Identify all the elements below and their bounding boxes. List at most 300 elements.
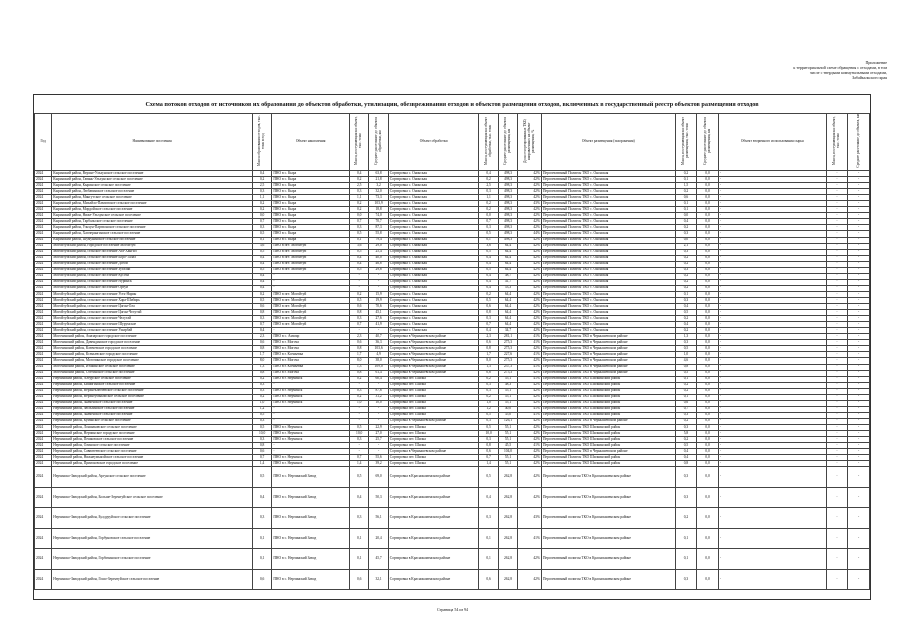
table-cell: 40,0 xyxy=(369,255,388,261)
table-cell: 0,3 xyxy=(675,467,697,488)
table-cell: Сортировка в Чернышевском районе xyxy=(388,418,479,424)
table-cell: 42% xyxy=(518,370,542,376)
table-cell: - xyxy=(848,304,870,310)
table-cell: Перспективный Полигон ТКО с. Ононская xyxy=(541,267,675,273)
table-cell: 0,0 xyxy=(697,183,719,189)
table-row xyxy=(35,569,870,590)
document-table-frame xyxy=(33,94,871,600)
table-cell: 498,3 xyxy=(498,189,517,195)
table-cell: 0,4 xyxy=(675,219,697,225)
table-cell: 2024 xyxy=(35,243,52,249)
table-cell: Перспективный Полигон ТКО с. Ононская xyxy=(541,249,675,255)
table-cell: 0,4 xyxy=(252,261,271,267)
table-cell: 4,9 xyxy=(369,352,388,358)
column-header xyxy=(541,114,675,171)
table-cell: 31,2 xyxy=(369,394,388,400)
table-cell: - xyxy=(826,467,848,488)
table-cell: Нерчинский район, Знаменское сельское поселение xyxy=(52,400,253,406)
table-cell: 42% xyxy=(518,400,542,406)
table-cell: 42% xyxy=(518,549,542,570)
table-cell: - xyxy=(848,291,870,297)
table-cell: 2024 xyxy=(35,412,52,418)
table-cell: 0,8 xyxy=(675,364,697,370)
table-cell: 41,9 xyxy=(369,322,388,328)
table-cell: 42% xyxy=(518,285,542,291)
table-cell: 63,8 xyxy=(369,171,388,177)
table-cell: 0,6 xyxy=(479,304,498,310)
table-cell: 0,3 xyxy=(675,297,697,303)
table-cell: 0,3 xyxy=(675,569,697,590)
table-cell: Перспективный Полигон ТКО в Чернышевском районе xyxy=(541,334,675,340)
table-cell: Сортировка с. Ононская xyxy=(388,273,479,279)
table-cell: - xyxy=(826,231,848,237)
table-cell: 0,6 xyxy=(349,304,368,310)
table-cell: Сортировка пгт. Шилка xyxy=(388,461,479,467)
table-cell: 0,0 xyxy=(697,376,719,382)
table-cell: 262,8 xyxy=(498,528,517,549)
table-cell: Перспективный Полигон ТКО в Чернышевском районе xyxy=(541,449,675,455)
table-cell: ПНО в пгт. Могойтуй xyxy=(272,243,350,249)
table-cell: 2024 xyxy=(35,322,52,328)
table-cell: 2,5 xyxy=(349,183,368,189)
table-cell: - xyxy=(826,358,848,364)
table-cell: - xyxy=(826,213,848,219)
table-cell: ПНО в с. Кыра xyxy=(272,231,350,237)
table-row xyxy=(35,508,870,529)
table-cell: 0,0 xyxy=(697,219,719,225)
table-cell: ПНО в пгт. Могойтуй xyxy=(272,316,350,322)
table-cell: - xyxy=(718,304,826,310)
table-cell: - xyxy=(826,382,848,388)
table-cell: 22,9 xyxy=(369,424,388,430)
column-header-label: Объект вторичного использования сырья xyxy=(740,139,804,144)
table-cell: 2024 xyxy=(35,340,52,346)
table-cell: 0,8 xyxy=(479,443,498,449)
table-cell: 42% xyxy=(518,177,542,183)
table-cell: 55,1 xyxy=(498,388,517,394)
table-cell: - xyxy=(272,412,350,418)
column-header-label: Объект накопления xyxy=(295,139,326,144)
table-cell: 0,0 xyxy=(697,328,719,334)
table-cell: 103,9 xyxy=(369,201,388,207)
table-cell: 0,3 xyxy=(479,225,498,231)
table-cell: Перспективный Полигон ТКО Шилкинский район xyxy=(541,376,675,382)
table-cell: 73,3 xyxy=(369,195,388,201)
table-cell: Могочинский район, Давендинское городское поселение xyxy=(52,340,253,346)
table-cell: 0,1 xyxy=(479,549,498,570)
table-cell: 0,2 xyxy=(479,394,498,400)
table-cell: 0,3 xyxy=(349,437,368,443)
table-cell: - xyxy=(848,255,870,261)
table-cell: 1,2 xyxy=(252,406,271,412)
table-cell: 498,3 xyxy=(498,207,517,213)
table-cell: 2024 xyxy=(35,437,52,443)
table-cell: 0,2 xyxy=(675,285,697,291)
table-cell: - xyxy=(718,569,826,590)
table-cell: 1,5 xyxy=(675,183,697,189)
table-cell: Сортировка в Краснокаменском районе xyxy=(388,508,479,529)
table-cell: 1,4 xyxy=(479,461,498,467)
table-cell: - xyxy=(272,406,350,412)
table-cell: ПНО в с. Кыра xyxy=(272,225,350,231)
table-cell: Перспективный Полигон ТКО с. Ононская xyxy=(541,255,675,261)
table-cell: 60,4 xyxy=(369,376,388,382)
table-cell: - xyxy=(349,279,368,285)
table-cell: Сортировка с. Ононская xyxy=(388,195,479,201)
table-cell: 0,4 xyxy=(252,273,271,279)
table-cell: 2,3 xyxy=(479,334,498,340)
column-header-label: Масса, поступающая на объект обработки, тыс. тонн xyxy=(483,117,492,166)
table-cell: 0,1 xyxy=(675,177,697,183)
table-cell: 498,3 xyxy=(498,219,517,225)
table-cell: - xyxy=(826,225,848,231)
table-cell: Перспективный полигон ТКО в Краснокаменском районе xyxy=(541,549,675,570)
table-cell: 2,5 xyxy=(479,183,498,189)
table-cell: Нерчинский район, Верхнеумыкэйское сельское поселение xyxy=(52,394,253,400)
column-header xyxy=(498,114,517,171)
table-row xyxy=(35,528,870,549)
table-cell: 2024 xyxy=(35,424,52,430)
table-cell: 41% xyxy=(518,364,542,370)
table-cell: 0,8 xyxy=(252,370,271,376)
table-cell: 0,0 xyxy=(697,304,719,310)
table-cell: 0,1 xyxy=(349,549,368,570)
table-cell: Перспективный Полигон ТКО с. Ононская xyxy=(541,297,675,303)
table-cell: - xyxy=(826,528,848,549)
table-cell: Сортировка с. Ононская xyxy=(388,291,479,297)
column-header-label: Среднее расстояние до объекта размещения, км xyxy=(702,117,711,165)
table-cell: - xyxy=(272,382,350,388)
table-cell: 10,0 xyxy=(349,431,368,437)
table-cell: Сортировка с. Ононская xyxy=(388,267,479,273)
table-cell: Сортировка в Чернышевском районе xyxy=(388,449,479,455)
table-cell: 0,5 xyxy=(479,231,498,237)
table-header-row xyxy=(35,114,870,171)
table-cell: 0,6 xyxy=(252,304,271,310)
table-cell: 70,6 xyxy=(369,304,388,310)
table-cell: Кыринский район, Любавинское сельское поселение xyxy=(52,189,253,195)
table-cell: 498,3 xyxy=(498,183,517,189)
table-cell: - xyxy=(848,467,870,488)
table-cell: 498,3 xyxy=(498,225,517,231)
table-cell: Перспективный Полигон ТКО с. Ононская xyxy=(541,273,675,279)
table-cell: Перспективный Полигон ТКО Шилкинский район xyxy=(541,431,675,437)
table-cell: Могойтуйский район, сельское поселение Ушарбай xyxy=(52,328,253,334)
table-cell: 0,4 xyxy=(675,322,697,328)
table-cell: 2024 xyxy=(35,225,52,231)
table-cell: - xyxy=(848,352,870,358)
table-cell: Сортировка с. Ононская xyxy=(388,316,479,322)
table-cell: 1,0 xyxy=(349,400,368,406)
table-cell: Могойтуйский район, сельское поселение Догой xyxy=(52,261,253,267)
table-cell: Нерчинский район, Кумакское сельское поселение xyxy=(52,418,253,424)
table-cell: 0,3 xyxy=(479,189,498,195)
table-cell: 0,0 xyxy=(697,388,719,394)
table-cell: 0,7 xyxy=(252,322,271,328)
table-cell: - xyxy=(826,273,848,279)
table-cell: Могойтуйский район, сельское поселение Ага-Хангил xyxy=(52,249,253,255)
column-header xyxy=(697,114,719,171)
table-cell: Сортировка в Краснокаменском районе xyxy=(388,528,479,549)
table-cell: 1,0 xyxy=(675,352,697,358)
table-cell: - xyxy=(718,412,826,418)
table-cell: Сортировка с. Ононская xyxy=(388,255,479,261)
table-cell: Перспективный Полигон ТКО с. Ононская xyxy=(541,213,675,219)
table-cell: 0,6 xyxy=(479,569,498,590)
table-cell: - xyxy=(349,418,368,424)
table-cell: 0,8 xyxy=(479,370,498,376)
table-cell: 0,1 xyxy=(349,528,368,549)
table-cell: - xyxy=(848,285,870,291)
table-cell: - xyxy=(369,279,388,285)
table-cell: - xyxy=(826,400,848,406)
table-cell: ПНО в г. Ксеньевка xyxy=(272,352,350,358)
column-header-label: Объект размещения (захоронения) xyxy=(581,139,635,144)
table-cell: 2024 xyxy=(35,400,52,406)
column-header xyxy=(35,114,52,171)
table-cell: 27,6 xyxy=(369,316,388,322)
table-cell: - xyxy=(848,376,870,382)
table-cell: ПНО в с. Нерчинский Завод xyxy=(272,549,350,570)
table-cell: 3,6 xyxy=(479,243,498,249)
table-cell: Перспективный Полигон ТКО с. Ононская xyxy=(541,328,675,334)
table-cell: 0,4 xyxy=(252,171,271,177)
table-cell: - xyxy=(826,177,848,183)
table-cell: 2024 xyxy=(35,549,52,570)
table-cell: 41% xyxy=(518,443,542,449)
table-cell: ПНО в с. Нерчинский Завод xyxy=(272,508,350,529)
table-cell: ПНО в с. Нерчинский Завод xyxy=(272,528,350,549)
table-cell: Нерчинский район, Верхнеключевское сельское поселение xyxy=(52,388,253,394)
table-cell: 2024 xyxy=(35,297,52,303)
table-cell: 275,3 xyxy=(498,340,517,346)
table-cell: 1,3 xyxy=(252,364,271,370)
table-cell: - xyxy=(826,346,848,352)
table-cell: 0,4 xyxy=(252,328,271,334)
table-cell: 42% xyxy=(518,322,542,328)
table-cell: 2024 xyxy=(35,273,52,279)
table-cell: 0,4 xyxy=(479,285,498,291)
table-cell: 0,5 xyxy=(252,249,271,255)
table-cell: - xyxy=(848,249,870,255)
table-cell: Могойтуйский район, сельское поселение Шурумское xyxy=(52,322,253,328)
table-cell: ПНО в с. Нерчинский Завод xyxy=(272,487,350,508)
table-cell: 2024 xyxy=(35,195,52,201)
table-cell: - xyxy=(848,334,870,340)
table-cell: 1,4 xyxy=(349,461,368,467)
table-cell: Нерчинско-Заводский район, Больше-Зерентуйское сельское поселение xyxy=(52,487,253,508)
table-cell: 0,3 xyxy=(675,412,697,418)
table-cell: 2024 xyxy=(35,461,52,467)
table-cell: 109,0 xyxy=(369,364,388,370)
table-cell: Перспективный Полигон ТКО с. Ононская xyxy=(541,316,675,322)
table-cell: 498,3 xyxy=(498,213,517,219)
table-cell: - xyxy=(826,424,848,430)
table-cell: 3,6 xyxy=(252,243,271,249)
table-cell: 79,4 xyxy=(369,237,388,243)
table-cell: 0,7 xyxy=(252,219,271,225)
table-cell: 0,0 xyxy=(697,346,719,352)
table-cell: 43% xyxy=(518,508,542,529)
table-cell: 36,3 xyxy=(369,340,388,346)
column-header xyxy=(479,114,498,171)
table-cell: - xyxy=(718,328,826,334)
table-cell: Могойтуйский район, сельское поселение Челутай xyxy=(52,316,253,322)
table-cell: 2024 xyxy=(35,418,52,424)
table-cell: Сортировка в Краснокаменском районе xyxy=(388,569,479,590)
table-cell: 1,3 xyxy=(349,364,368,370)
table-cell: - xyxy=(718,364,826,370)
table-cell: - xyxy=(272,279,350,285)
table-cell: ПНО в г. Могоча xyxy=(272,370,350,376)
table-cell: 64,4 xyxy=(498,267,517,273)
table-cell: Сортировка в Чернышевском районе xyxy=(388,358,479,364)
table-cell: 87,3 xyxy=(369,225,388,231)
table-cell: Нерчинский район, Олинское сельское поселение xyxy=(52,443,253,449)
table-cell: Сортировка с. Ононская xyxy=(388,201,479,207)
table-cell: 0,6 xyxy=(675,400,697,406)
table-cell: - xyxy=(848,346,870,352)
table-cell: Могойтуйский район, сельское поселение Цаган-Челутай xyxy=(52,310,253,316)
table-cell: - xyxy=(718,406,826,412)
table-cell: 64,4 xyxy=(498,322,517,328)
table-cell: 0,2 xyxy=(479,291,498,297)
table-cell: 0,0 xyxy=(697,449,719,455)
table-cell: 0,5 xyxy=(349,297,368,303)
table-cell: - xyxy=(826,304,848,310)
table-cell: - xyxy=(718,177,826,183)
table-cell: 0,0 xyxy=(697,322,719,328)
table-cell: 2024 xyxy=(35,364,52,370)
table-cell: - xyxy=(848,508,870,529)
table-cell: - xyxy=(826,195,848,201)
table-cell: 0,1 xyxy=(675,376,697,382)
table-cell: 0,4 xyxy=(479,261,498,267)
table-cell: Перспективный Полигон ТКО с. Ононская xyxy=(541,195,675,201)
table-cell: 42% xyxy=(518,183,542,189)
table-cell: - xyxy=(718,400,826,406)
table-cell: - xyxy=(349,285,368,291)
table-cell: 0,2 xyxy=(349,291,368,297)
table-cell: - xyxy=(718,297,826,303)
table-cell: 42% xyxy=(518,358,542,364)
table-cell: 1,7 xyxy=(349,352,368,358)
table-cell: 0,2 xyxy=(349,394,368,400)
column-header xyxy=(718,114,826,171)
table-cell: - xyxy=(718,322,826,328)
table-cell: 2024 xyxy=(35,189,52,195)
table-cell: Перспективный полигон ТКО в Краснокаменском районе xyxy=(541,467,675,488)
table-cell: 0,3 xyxy=(252,225,271,231)
table-cell: Нерчинско-Заводский район, Горбуновское сельское поселение xyxy=(52,528,253,549)
table-cell: - xyxy=(718,418,826,424)
table-cell: 41,7 xyxy=(498,279,517,285)
table-cell: Перспективный Полигон ТКО в Чернышевском районе xyxy=(541,346,675,352)
table-cell: - xyxy=(848,400,870,406)
table-cell: - xyxy=(369,328,388,334)
table-cell: 64,4 xyxy=(498,304,517,310)
table-cell: 0,0 xyxy=(697,528,719,549)
table-cell: - xyxy=(718,189,826,195)
table-cell: - xyxy=(718,237,826,243)
table-cell: 0,2 xyxy=(675,316,697,322)
table-cell: - xyxy=(826,388,848,394)
table-cell: 42% xyxy=(518,273,542,279)
table-cell: - xyxy=(369,406,388,412)
table-cell: - xyxy=(369,273,388,279)
table-cell: - xyxy=(718,449,826,455)
table-cell: ПНО в с. Кыра xyxy=(272,201,350,207)
table-cell: - xyxy=(826,418,848,424)
table-cell: 0,2 xyxy=(479,207,498,213)
table-cell: 2024 xyxy=(35,382,52,388)
table-cell: - xyxy=(826,171,848,177)
table-cell: 64,4 xyxy=(498,297,517,303)
table-cell: Нерчинско-Заводский район, Аргунское сельское поселение xyxy=(52,467,253,488)
table-cell: 0,5 xyxy=(479,249,498,255)
table-cell: 42% xyxy=(518,297,542,303)
table-cell: - xyxy=(349,406,368,412)
table-cell: 1,4 xyxy=(252,461,271,467)
table-cell: 2024 xyxy=(35,207,52,213)
table-cell: 2024 xyxy=(35,279,52,285)
table-cell: 498,3 xyxy=(498,195,517,201)
table-cell: Перспективный Полигон ТКО Шилкинский район xyxy=(541,400,675,406)
table-cell: - xyxy=(718,376,826,382)
table-cell: 2024 xyxy=(35,231,52,237)
table-cell: 0,0 xyxy=(697,201,719,207)
table-cell: - xyxy=(826,297,848,303)
table-cell: - xyxy=(826,328,848,334)
table-cell: 42% xyxy=(518,249,542,255)
table-cell: Перспективный Полигон ТКО с. Ононская xyxy=(541,291,675,297)
table-cell: 3,2 xyxy=(369,183,388,189)
table-cell: 2024 xyxy=(35,328,52,334)
table-cell: Перспективный Полигон ТКО с. Ононская xyxy=(541,183,675,189)
table-cell: 42% xyxy=(518,267,542,273)
table-cell: 0,0 xyxy=(697,431,719,437)
table-cell: - xyxy=(718,334,826,340)
table-cell: 0,0 xyxy=(697,267,719,273)
table-cell: 38,0 xyxy=(369,358,388,364)
table-cell: 0,4 xyxy=(252,279,271,285)
table-cell: 0,0 xyxy=(697,171,719,177)
table-cell: Могочинский район, Амазарское городское поселение xyxy=(52,334,253,340)
table-cell: - xyxy=(826,255,848,261)
table-cell: 0,0 xyxy=(697,394,719,400)
table-cell: 19,9 xyxy=(369,297,388,303)
table-cell: 275,3 xyxy=(498,346,517,352)
table-cell: - xyxy=(848,322,870,328)
table-cell: 0,3 xyxy=(675,487,697,508)
table-cell: - xyxy=(826,376,848,382)
table-cell: 2024 xyxy=(35,358,52,364)
table-cell: Сортировка пгт. Шилка xyxy=(388,424,479,430)
table-cell: 262,8 xyxy=(498,569,517,590)
table-cell: Сортировка пгт. Шилка xyxy=(388,443,479,449)
table-cell: 126,1 xyxy=(498,418,517,424)
table-cell: ПНО в с. Кыра xyxy=(272,219,350,225)
table-cell: 0,2 xyxy=(675,261,697,267)
table-cell: Сортировка в Краснокаменском районе xyxy=(388,487,479,508)
table-cell: 2024 xyxy=(35,261,52,267)
table-cell: 0,0 xyxy=(697,508,719,529)
table-cell: - xyxy=(848,273,870,279)
column-header xyxy=(52,114,253,171)
table-cell: - xyxy=(369,412,388,418)
table-cell: - xyxy=(848,225,870,231)
table-cell: - xyxy=(848,528,870,549)
